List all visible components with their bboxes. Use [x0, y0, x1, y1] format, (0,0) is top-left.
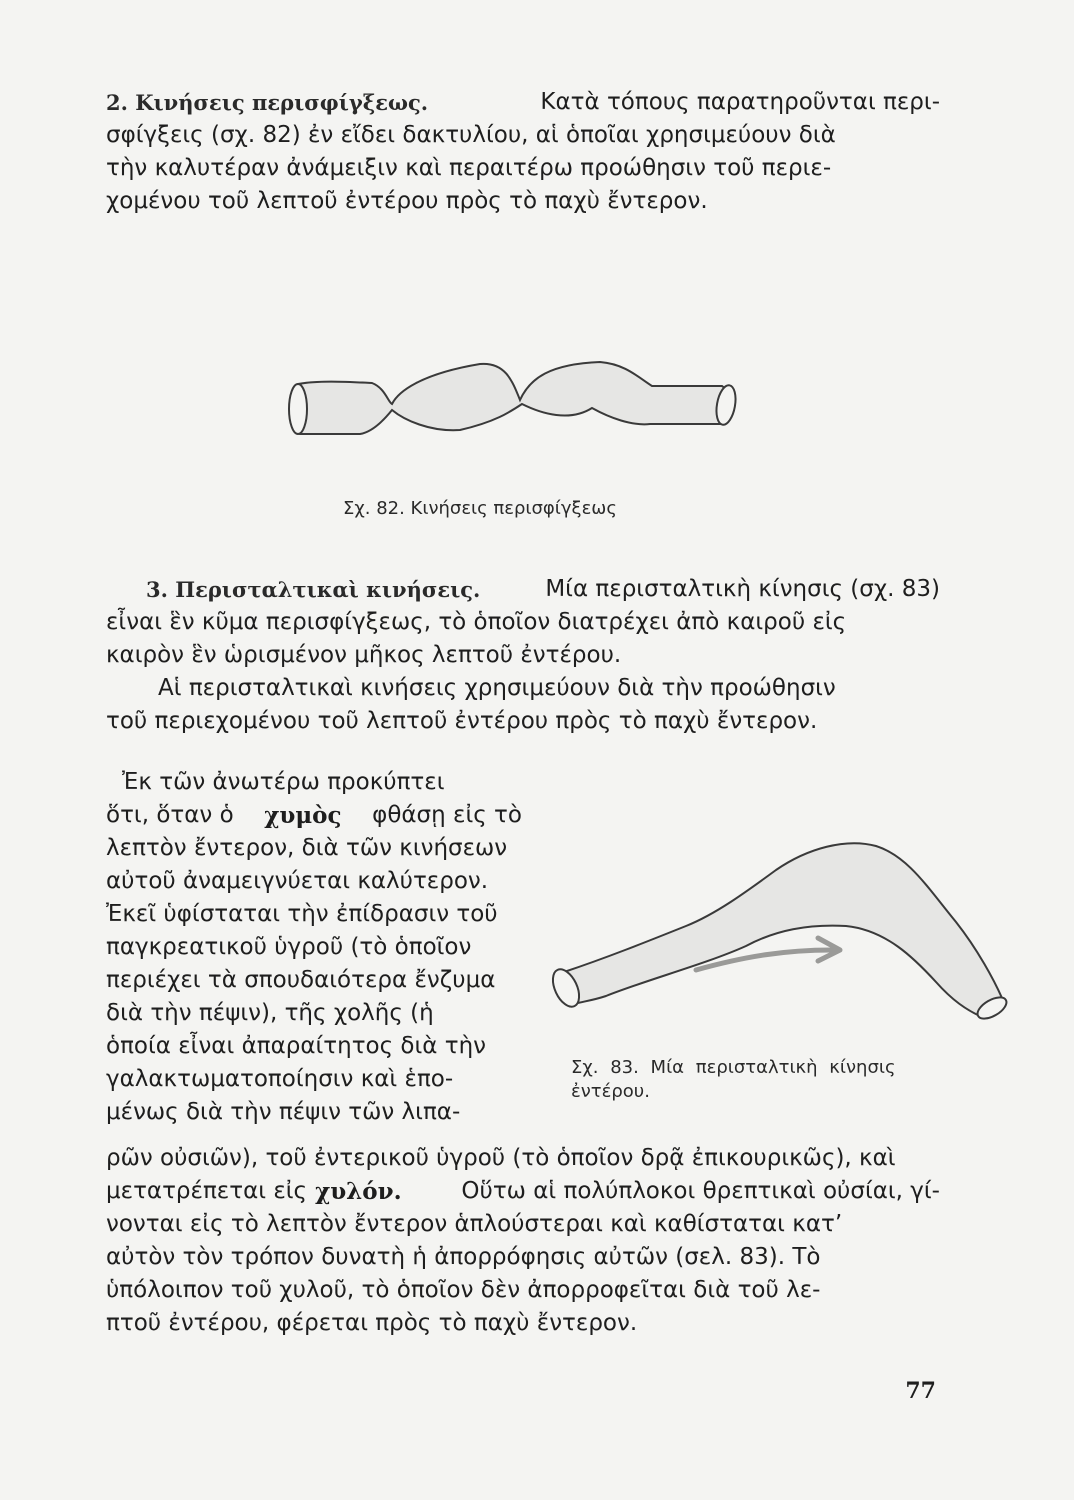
figure-83-caption: [571, 1056, 943, 1104]
section-2-line-4: χομένου τοῦ λεπτοῦ ἐντέρου πρὸς τὸ παχὺ ἔντερον.: [106, 188, 708, 214]
intestine-tube: [564, 843, 1002, 1018]
page-number: 77: [905, 1378, 936, 1404]
figure-82-caption: Σχ. 82. Κινήσεις περισφίγξεως: [343, 498, 617, 519]
figure-82-illustration: [280, 352, 750, 442]
narrow-line-9: ὁποία εἶναι ἀπαραίτητος διὰ τὴν: [106, 1033, 487, 1059]
narrow-line-6: παγκρεατικοῦ ὑγροῦ (τὸ ὁποῖον: [106, 934, 472, 960]
narrow-line-1: Ἐκ τῶν ἀνωτέρω προκύπτει: [122, 769, 445, 795]
narrow-text-column: [106, 766, 522, 1129]
full-line-3: νονται εἰς τὸ λεπτὸν ἔντερον ἁπλούστεραι καὶ καθίσταται κατ’: [106, 1211, 843, 1237]
tube-body: [290, 362, 729, 434]
narrow-line-4: αὐτοῦ ἀναμειγνύεται καλύτερον.: [106, 868, 489, 894]
figure-83-illustration: [546, 830, 1026, 1030]
full-line-1: ρῶν οὐσιῶν), τοῦ ἐντερικοῦ ὑγροῦ (τὸ ὁποῖον δρᾷ ἐπικουρικῶς), καὶ: [106, 1145, 896, 1171]
section-3-line-2: εἶναι ἓν κῦμα περισφίγξεως, τὸ ὁποῖον διατρέχει ἀπὸ καιροῦ εἰς: [106, 609, 847, 635]
narrow-line-10: γαλακτωματοποίησιν καὶ ἑπο-: [106, 1066, 454, 1092]
section-2-line-3: τὴν καλυτέραν ἀνάμειξιν καὶ περαιτέρω προώθησιν τοῦ περιε-: [106, 155, 832, 181]
narrow-line-7: περιέχει τὰ σπουδαιότερα ἔνζυμα: [106, 967, 496, 993]
full-line-2a: μετατρέπεται εἰς: [106, 1178, 308, 1204]
section-3-line-4: Αἱ περισταλτικαὶ κινήσεις χρησιμεύουν διὰ τὴν προώθησιν: [158, 675, 836, 701]
narrow-line-11: μένως διὰ τὴν πέψιν τῶν λιπα-: [106, 1099, 461, 1125]
narrow-line-8: διὰ τὴν πέψιν), τῆς χολῆς (ἡ: [106, 1000, 434, 1026]
narrow-line-3: λεπτὸν ἔντερον, διὰ τῶν κινήσεων: [106, 835, 508, 861]
full-line-4: αὐτὸν τὸν τρόπον δυνατὴ ἡ ἀπορρόφησις αὐτῶν (σελ. 83). Τὸ: [106, 1244, 821, 1270]
full-line-2b: Οὕτω αἱ πολύπλοκοι θρεπτικαὶ οὐσίαι, γί-: [461, 1178, 940, 1204]
section-3-line-1: Μία περισταλτικὴ κίνησις (σχ. 83): [545, 576, 940, 602]
section-3-line-3: καιρὸν ἓν ὡρισμένον μῆκος λεπτοῦ ἐντέρου.: [106, 642, 622, 668]
narrow-line-2a: ὅτι, ὅταν ὁ: [106, 802, 234, 828]
full-line-6: πτοῦ ἐντέρου, φέρεται πρὸς τὸ παχὺ ἔντερον.: [106, 1310, 638, 1336]
section-2-paragraph: [106, 86, 940, 218]
section-2-line-2: σφίγξεις (σχ. 82) ἐν εἴδει δακτυλίου, αἱ ὁποῖαι χρησιμεύουν διὰ: [106, 122, 836, 148]
bold-term-chylon: χυλόν.: [315, 1178, 402, 1205]
full-line-5: ὑπόλοιπον τοῦ χυλοῦ, τὸ ὁποῖον δὲν ἀπορροφεῖται διὰ τοῦ λε-: [106, 1277, 821, 1303]
section-2-line-1: Κατὰ τόπους παρατηροῦνται περι-: [540, 89, 940, 115]
figure-83-caption-line-2: ἐντέρου.: [571, 1081, 650, 1102]
narrow-line-5: Ἐκεῖ ὑφίσταται τὴν ἐπίδρασιν τοῦ: [106, 901, 498, 927]
section-2-heading: 2. Κινήσεις περισφίγξεως.: [106, 90, 429, 115]
figure-83-caption-line-1: Σχ. 83. Μία περισταλτικὴ κίνησις: [571, 1057, 896, 1078]
tube-left-opening: [289, 384, 307, 434]
bold-term-chymos: χυμὸς: [264, 802, 342, 829]
full-width-paragraph: [106, 1142, 940, 1340]
section-3-paragraph: [106, 573, 940, 738]
narrow-line-2b: φθάσῃ εἰς τὸ: [372, 802, 522, 828]
section-3-line-5: τοῦ περιεχομένου τοῦ λεπτοῦ ἐντέρου πρὸς τὸ παχὺ ἔντερον.: [106, 708, 818, 734]
section-3-heading: 3. Περισταλτικαὶ κινήσεις.: [146, 577, 481, 602]
